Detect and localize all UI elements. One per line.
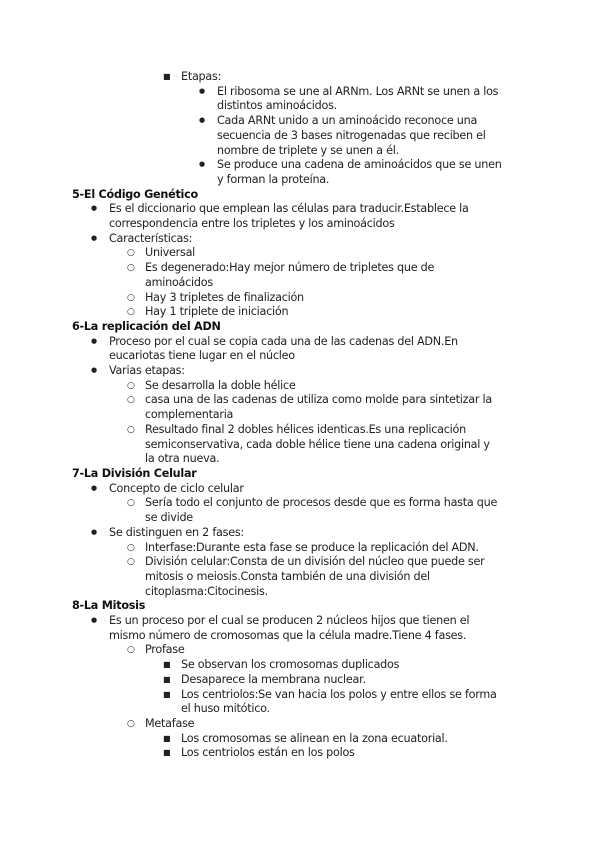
line-text: mitosis o meiosis.Consta también de una división del [145,569,430,583]
line-text: casa una de las cadenas de utiliza como molde para sintetizar la [145,393,492,407]
list-item-line [72,70,542,85]
line-text: Concepto de ciclo celular [109,481,244,495]
line-text: Se distinguen en 2 fases: [109,525,244,539]
line-text: Resultado final 2 dobles hélices identicas.Es una replicación [145,422,466,436]
list-item-line [72,673,542,688]
list-item-line [72,364,542,379]
list-item-line [72,732,542,747]
circle-bullet-icon [127,423,135,439]
list-item-line [72,438,542,453]
list-item-line [72,158,542,173]
line-text: Los cromosomas se alinean en la zona ecuatorial. [181,731,448,745]
list-item-line [72,526,542,541]
list-item-line [72,276,542,291]
line-text: Los centriolos:Se van hacia los polos y entre ellos se forma [181,687,497,701]
list-item-line [72,585,542,600]
circle-bullet-icon [127,717,135,733]
line-text: 8-La Mitosis [72,599,146,613]
square-bullet-icon [163,688,170,704]
line-text: citoplasma:Citocinesis. [145,584,268,598]
disc-bullet-icon [91,614,97,630]
line-text: distintos aminoácidos. [217,99,337,113]
list-item-line [72,629,542,644]
line-text: semiconservativa, cada doble hélice tiene una cadena original y [145,437,490,451]
line-text: Hay 1 triplete de iniciación [145,305,289,319]
circle-bullet-icon [127,541,135,557]
line-text: Etapas: [181,70,222,83]
line-text: El ribosoma se une al ARNm. Los ARNt se unen a los [217,84,499,98]
line-text: Metafase [145,716,195,730]
list-item-line [72,246,542,261]
list-item-line [72,570,542,585]
list-item-line [72,482,542,497]
list-item-line [72,746,542,761]
list-item-line [72,702,542,717]
list-item-line [72,643,542,658]
list-item-line [72,452,542,467]
list-item-line [72,496,542,511]
line-text: Varias etapas: [109,364,185,378]
line-text: Se desarrolla la doble hélice [145,378,296,392]
list-item-line [72,555,542,570]
square-bullet-icon [163,746,170,762]
line-text: Es un proceso por el cual se producen 2 núcleos hijos que tienen el [109,614,470,628]
square-bullet-icon [163,658,170,674]
line-text: División celular:Consta de un división del núcleo que puede ser [145,555,485,569]
line-text: Profase [145,643,185,657]
line-text: Se observan los cromosomas duplicados [181,658,400,672]
list-item-line [72,114,542,129]
circle-bullet-icon [127,261,135,277]
section-heading [72,467,542,482]
line-text: la otra nueva. [145,452,220,466]
line-text: correspondencia entre los tripletes y los aminoácidos [109,217,395,231]
line-text: Es degenerado:Hay mejor número de tripletes que de [145,261,435,275]
list-item-line [72,349,542,364]
line-text: complementaria [145,408,234,422]
disc-bullet-icon [199,158,205,174]
disc-bullet-icon [199,85,205,101]
disc-bullet-icon [91,232,97,248]
list-item-line [72,335,542,350]
list-item-line [72,379,542,394]
list-item-line [72,423,542,438]
list-item-line [72,291,542,306]
circle-bullet-icon [127,246,135,262]
list-item-line [72,173,542,188]
line-text: mismo número de cromosomas que la célula madre.Tiene 4 fases. [109,628,467,642]
circle-bullet-icon [127,643,135,659]
line-text: 7-La División Celular [72,466,197,480]
section-heading [72,320,542,335]
line-text: Sería todo el conjunto de procesos desde que es forma hasta que [145,496,498,510]
square-bullet-icon [163,732,170,748]
line-text: 6-La replicación del ADN [72,319,221,333]
circle-bullet-icon [127,555,135,571]
disc-bullet-icon [91,335,97,351]
list-item-line [72,393,542,408]
list-item-line [72,129,542,144]
line-text: el huso mitótico. [181,702,270,716]
line-text: Universal [145,246,196,260]
line-text: Se produce una cadena de aminoácidos que se unen [217,158,502,172]
list-item-line [72,688,542,703]
list-item-line [72,541,542,556]
list-item-line [72,99,542,114]
line-text: eucariotas tiene lugar en el núcleo [109,349,295,363]
disc-bullet-icon [91,482,97,498]
line-text: Características: [109,231,193,245]
disc-bullet-icon [91,526,97,542]
list-item-line [72,511,542,526]
line-text: 5-El Código Genético [72,187,198,201]
circle-bullet-icon [127,496,135,512]
line-text: se divide [145,511,193,525]
list-item-line [72,614,542,629]
section-heading [72,188,542,203]
line-text: Cada ARNt unido a un aminoácido reconoce una [217,114,478,128]
list-item-line [72,408,542,423]
square-bullet-icon [163,70,170,86]
circle-bullet-icon [127,291,135,307]
line-text: Proceso por el cual se copia cada una de las cadenas del ADN.En [109,334,458,348]
disc-bullet-icon [199,114,205,130]
disc-bullet-icon [91,202,97,218]
list-item-line [72,85,542,100]
line-text: Es el diccionario que emplean las células para traducir.Establece la [109,202,469,216]
line-text: Desaparece la membrana nuclear. [181,672,366,686]
list-item-line [72,261,542,276]
list-item-line [72,658,542,673]
document-body [72,70,542,761]
circle-bullet-icon [127,393,135,409]
list-item-line [72,305,542,320]
line-text: Los centriolos están en los polos [181,746,355,760]
list-item-line [72,217,542,232]
line-text: Hay 3 tripletes de finalización [145,290,304,304]
line-text: secuencia de 3 bases nitrogenadas que reciben el [217,128,486,142]
list-item-line [72,144,542,159]
circle-bullet-icon [127,379,135,395]
square-bullet-icon [163,673,170,689]
line-text: aminoácidos [145,275,213,289]
line-text: nombre de triplete y se unen a él. [217,143,399,157]
list-item-line [72,202,542,217]
line-text: y forman la proteína. [217,172,330,186]
line-text: Interfase:Durante esta fase se produce la replicación del ADN. [145,540,479,554]
circle-bullet-icon [127,305,135,321]
section-heading [72,599,542,614]
list-item-line [72,717,542,732]
disc-bullet-icon [91,364,97,380]
list-item-line [72,232,542,247]
